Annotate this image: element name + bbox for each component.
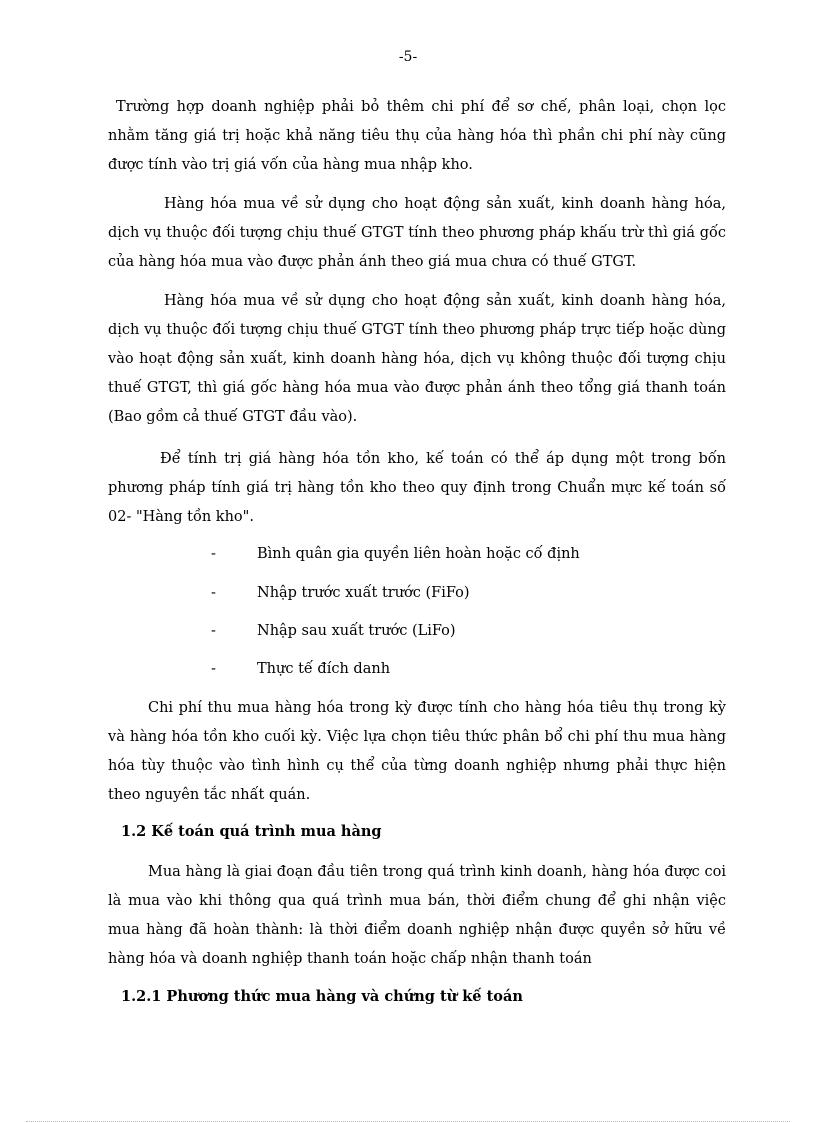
paragraph-direct-method: Hàng hóa mua về sử dụng cho hoạt động sản xuất, kinh doanh hàng hóa, dịch vụ thuộc đối tượng chịu thuế GTGT tính theo phương pháp trực tiếp hoặc dùng vào hoạt động sản xuất, kinh doanh hàng hóa, dịch vụ không thuộc đối tượng chịu thuế GTGT, thì giá gốc hàng hóa mua vào được phản ánh theo tổng giá thanh toán (Bao gồm cả thuế GTGT đầu vào). xyxy=(108,293,726,425)
paragraph-purchase-costs: Chi phí thu mua hàng hóa trong kỳ được tính cho hàng hóa tiêu thụ trong kỳ và hàng hóa tồn kho cuối kỳ. Việc lựa chọn tiêu thức phân bổ chi phí thu mua hàng hóa tùy thuộc vào tình hình cụ thể của từng doanh nghiệp nhưng phải thực hiện theo nguyên tắc nhất quán. xyxy=(108,700,726,803)
paragraph-additional-costs xyxy=(108,93,726,180)
paragraph-deduction-method: Hàng hóa mua về sử dụng cho hoạt động sản xuất, kinh doanh hàng hóa, dịch vụ thuộc đối tượng chịu thuế GTGT tính theo phương pháp khấu trừ thì giá gốc của hàng hóa mua vào được phản ánh theo giá mua chưa có thuế GTGT. xyxy=(108,196,726,270)
list-item-text: Bình quân gia quyền liên hoàn hoặc cố định xyxy=(257,546,580,562)
subsection-heading-purchase-methods: 1.2.1 Phương thức mua hàng và chứng từ kế toán xyxy=(121,988,523,1005)
list-item-text: Nhập sau xuất trước (LiFo) xyxy=(257,623,456,639)
page-number: -5- xyxy=(398,49,418,65)
page-bottom-divider xyxy=(26,1121,790,1122)
paragraph-inventory-valuation: Để tính trị giá hàng hóa tồn kho, kế toán có thể áp dụng một trong bốn phương pháp tính giá trị hàng tồn kho theo quy định trong Chuẩn mực kế toán số 02- "Hàng tồn kho". xyxy=(108,451,726,525)
list-dash: - xyxy=(211,585,216,601)
paragraph-purchasing-definition: Mua hàng là giai đoạn đầu tiên trong quá trình kinh doanh, hàng hóa được coi là mua vào khi thông qua quá trình mua bán, thời điểm chung để ghi nhận việc mua hàng đã hoàn thành: là thời điểm doanh nghiệp nhận được quyền sở hữu về hàng hóa và doanh nghiệp thanh toán hoặc chấp nhận thanh toán xyxy=(108,864,726,967)
list-dash: - xyxy=(211,661,216,677)
section-heading-purchasing: 1.2 Kế toán quá trình mua hàng xyxy=(121,823,382,840)
list-dash: - xyxy=(211,546,216,562)
list-item-text: Nhập trước xuất trước (FiFo) xyxy=(257,585,470,601)
paragraph-text: Trường hợp doanh nghiệp phải bỏ thêm chi phí để sơ chế, phân loại, chọn lọc nhằm tăng giá trị hoặc khả năng tiêu thụ của hàng hóa thì phần chi phí này cũng được tính vào trị giá vốn của hàng mua nhập kho. xyxy=(108,99,726,173)
list-dash: - xyxy=(211,623,216,639)
list-item-text: Thực tế đích danh xyxy=(257,661,391,677)
